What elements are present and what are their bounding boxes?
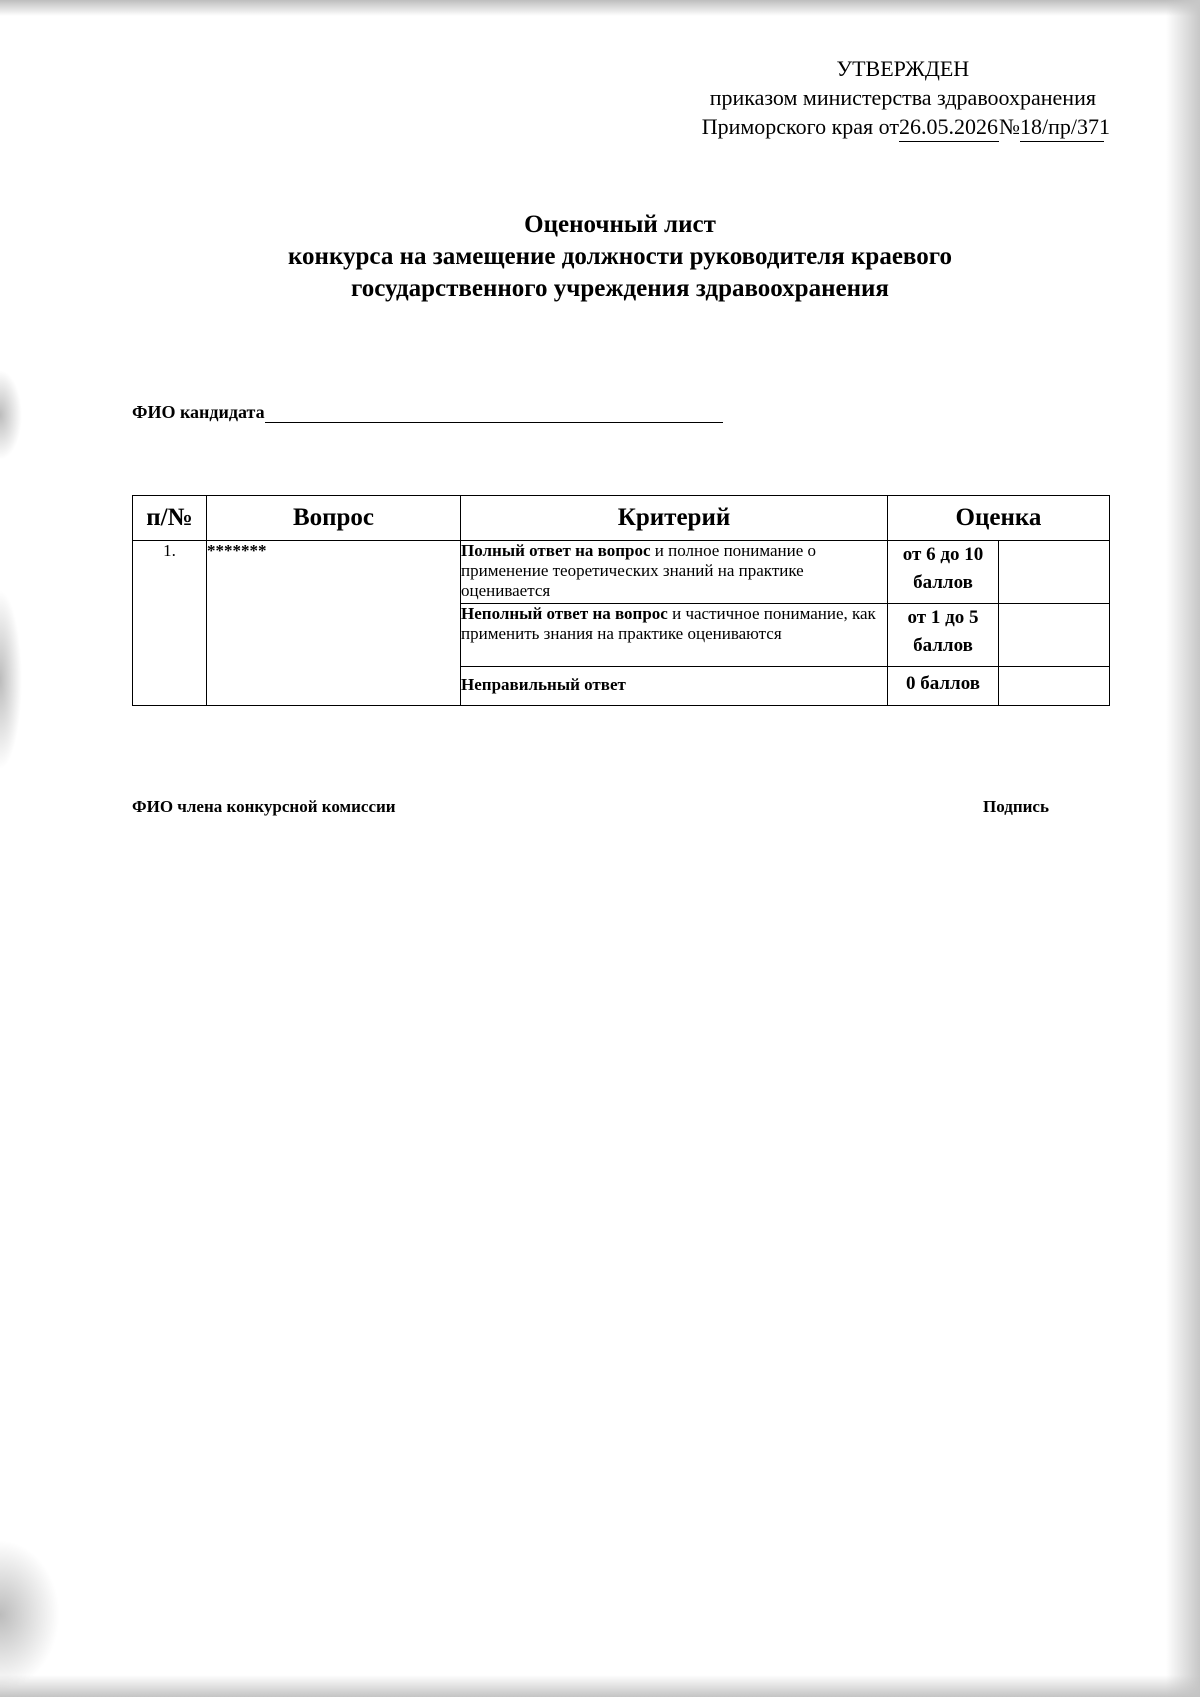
document-title xyxy=(0,209,1200,305)
question-cell: ******* xyxy=(207,541,461,706)
score-entry-cell[interactable] xyxy=(999,667,1110,706)
scan-mark-left xyxy=(0,1540,60,1690)
title-line-2: конкурса на замещение должности руководителя краевого xyxy=(287,243,952,270)
header-question: Вопрос xyxy=(207,496,461,541)
criterion-bold: Полный ответ на вопрос xyxy=(461,541,651,560)
table-row xyxy=(133,541,1110,604)
score-range: от 6 до 10 баллов xyxy=(888,541,999,604)
row-number: 1. xyxy=(133,541,207,706)
evaluation-table xyxy=(132,495,1110,706)
criterion-bold: Неправильный ответ xyxy=(461,675,626,694)
order-date: 26.05.2026 xyxy=(899,112,999,142)
approval-order-details xyxy=(701,112,1110,142)
score-entry-cell[interactable] xyxy=(999,604,1110,667)
scan-edge-bottom xyxy=(0,1675,1200,1697)
candidate-name-line xyxy=(265,404,723,423)
criterion-text: и полное понимание о применение теоретических знаний на практике оценивается xyxy=(461,541,817,600)
title-line-1: Оценочный лист xyxy=(524,211,716,238)
scan-mark-left xyxy=(0,370,22,460)
criterion-wrong-answer xyxy=(461,667,888,706)
scan-mark-left xyxy=(0,590,22,770)
approval-order-text: приказом министерства здравоохранения xyxy=(709,85,1096,110)
order-number: 18/пр/371 xyxy=(1020,112,1104,142)
table-header-row xyxy=(133,496,1110,541)
criterion-partial-answer xyxy=(461,604,888,667)
header-criterion: Критерий xyxy=(461,496,888,541)
scan-edge-top xyxy=(0,0,1200,16)
score-entry-cell[interactable] xyxy=(999,541,1110,604)
score-range: 0 баллов xyxy=(888,667,999,706)
approval-status: УТВЕРЖДЕН xyxy=(836,56,970,81)
order-number-prefix: № xyxy=(999,114,1020,139)
criterion-bold: Неполный ответ на вопрос xyxy=(461,604,668,623)
header-num: п/№ xyxy=(133,496,207,541)
title-line-3: государственного учреждения здравоохранения xyxy=(351,275,889,302)
candidate-name-field xyxy=(132,402,723,423)
approval-stamp xyxy=(701,54,1110,142)
score-range: от 1 до 5 баллов xyxy=(888,604,999,667)
criterion-text: и частичное понимание, как применить знания на практике оцениваются xyxy=(461,604,876,643)
header-score: Оценка xyxy=(888,496,1110,541)
commission-member-label: ФИО члена конкурсной комиссии xyxy=(132,797,396,816)
approval-region-prefix: Приморского края от xyxy=(701,114,899,139)
candidate-label: ФИО кандидата xyxy=(132,402,265,422)
criterion-full-answer xyxy=(461,541,888,604)
signature-label: Подпись xyxy=(983,797,1049,816)
